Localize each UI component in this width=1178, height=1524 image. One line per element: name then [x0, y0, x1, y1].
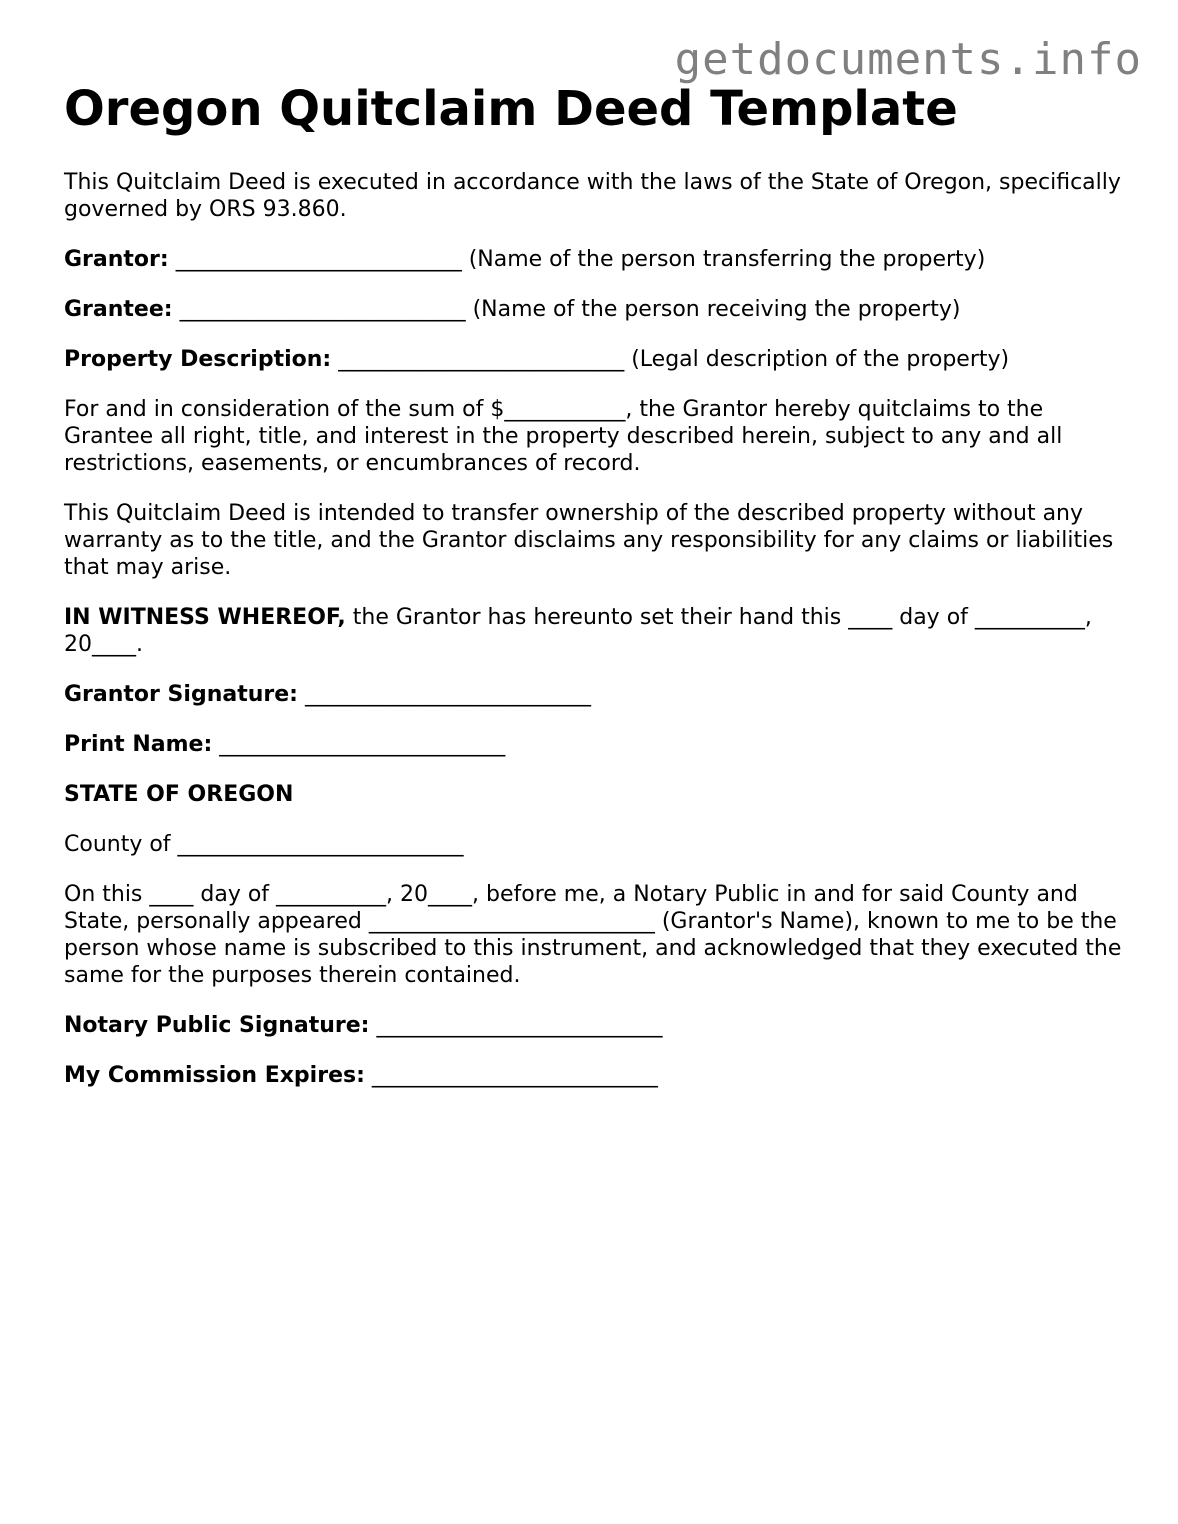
notary-signature-label: Notary Public Signature:	[64, 1013, 370, 1039]
county-line: County of __________________________	[64, 832, 464, 858]
grantee-field: __________________________ (Name of the person receiving the property)	[172, 297, 961, 323]
commission-expires-line	[64, 1062, 1124, 1089]
grantor-signature-label: Grantor Signature:	[64, 682, 298, 708]
witness-label: IN WITNESS WHEREOF,	[64, 605, 346, 631]
property-description-line	[64, 346, 1124, 373]
property-description-label: Property Description:	[64, 347, 332, 373]
grantor-line	[64, 246, 1124, 273]
watermark: getdocuments.info	[674, 34, 1142, 85]
consideration-paragraph: For and in consideration of the sum of $___________, the Grantor hereby quitclaims to the Grantee all right, title, and interest in the property described herein, subject to any and all restrictions, easements, or encumbrances of record.	[64, 397, 1063, 477]
print-name-label: Print Name:	[64, 732, 213, 758]
document-body	[64, 82, 1124, 1112]
notary-signature-line	[64, 1012, 1124, 1039]
grantee-label: Grantee:	[64, 297, 173, 323]
property-description-field: __________________________ (Legal description of the property)	[331, 347, 1010, 373]
state-heading: STATE OF OREGON	[64, 782, 294, 808]
commission-expires-label: My Commission Expires:	[64, 1063, 365, 1089]
commission-expires-field: __________________________	[364, 1063, 658, 1089]
intro-paragraph: This Quitclaim Deed is executed in accordance with the laws of the State of Oregon, specifically governed by ORS 93.860.	[64, 170, 1121, 223]
notary-acknowledgment-paragraph: On this ____ day of __________, 20____, before me, a Notary Public in and for said County and State, personally appeared __________________________ (Grantor's Name), known to me to be the person whose name is subscribed to this instrument, and acknowledged that they executed the same for the purposes therein contained.	[64, 882, 1122, 989]
notary-signature-field: __________________________	[369, 1013, 663, 1039]
witness-paragraph	[64, 604, 1124, 658]
print-name-line	[64, 731, 1124, 758]
print-name-field: __________________________	[212, 732, 506, 758]
grantee-line	[64, 296, 1124, 323]
document-title: Oregon Quitclaim Deed Template	[64, 81, 958, 137]
grantor-label: Grantor:	[64, 247, 169, 273]
grantor-signature-field: __________________________	[297, 682, 591, 708]
intent-paragraph: This Quitclaim Deed is intended to transfer ownership of the described property without any warranty as to the title, and the Grantor disclaims any responsibility for any claims or liabilities that may arise.	[64, 501, 1114, 581]
witness-text: the Grantor has hereunto set their hand this ____ day of __________, 20____.	[64, 605, 1092, 658]
grantor-field: __________________________ (Name of the person transferring the property)	[168, 247, 986, 273]
grantor-signature-line	[64, 681, 1124, 708]
